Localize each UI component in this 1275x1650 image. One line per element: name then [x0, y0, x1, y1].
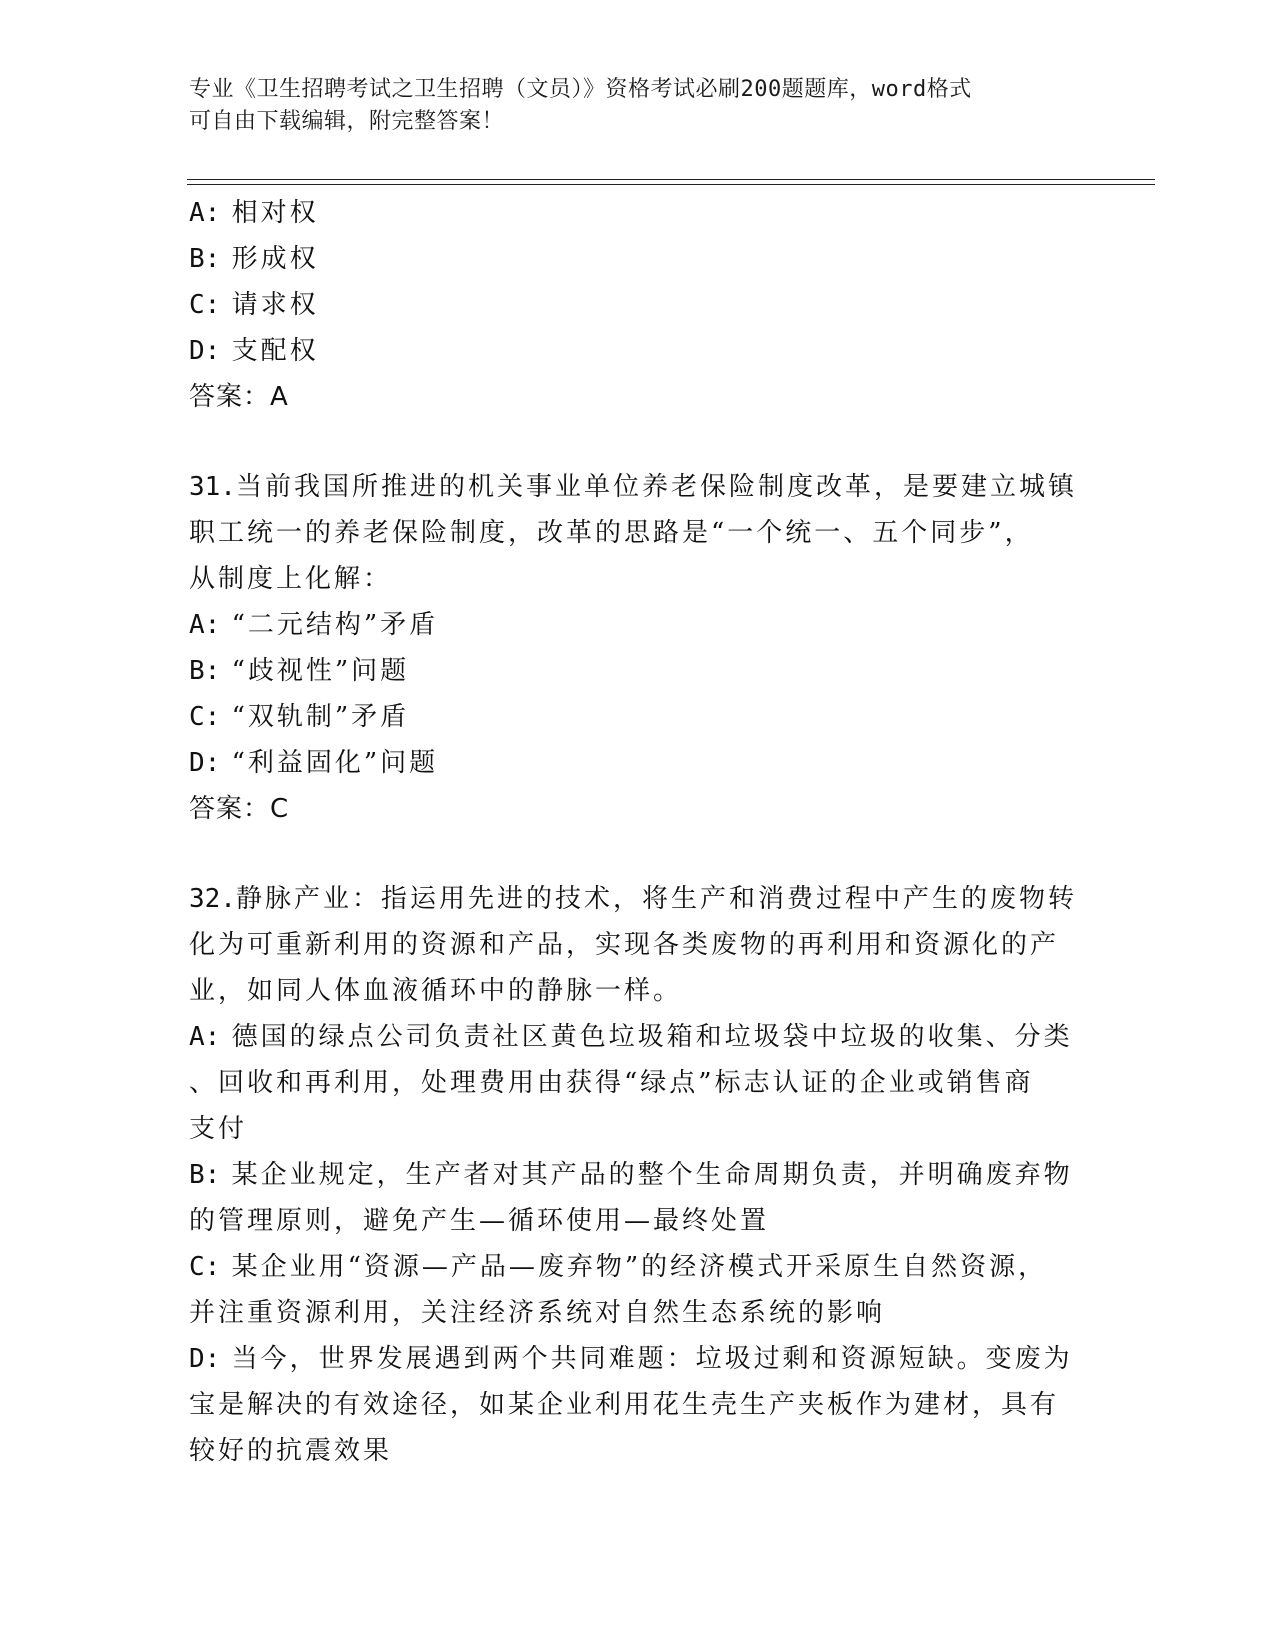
option-a: A: 相对权 — [189, 198, 319, 228]
question-31 — [189, 464, 1079, 832]
option-d: D: 支配权 — [189, 336, 319, 366]
option-d: D: 当今，世界发展遇到两个共同难题：垃圾过剩和资源短缺。变废为 — [189, 1344, 1073, 1374]
header-divider-top — [187, 179, 1155, 180]
option-a-continued: 、回收和再利用，处理费用由获得“绿点”标志认证的企业或销售商 — [189, 1068, 1034, 1098]
question-content — [189, 190, 1079, 1474]
header-line-2: 可自由下载编辑，附完整答案！ — [189, 109, 505, 134]
question-stem: 从制度上化解： — [189, 564, 393, 594]
question-32 — [189, 876, 1079, 1474]
option-d-continued: 较好的抗震效果 — [189, 1436, 393, 1466]
option-b: B: 形成权 — [189, 244, 319, 274]
option-a: A: “二元结构”矛盾 — [189, 610, 439, 640]
question-30 — [189, 190, 1079, 420]
option-d-continued: 宝是解决的有效途径，如某企业利用花生壳生产夹板作为建材，具有 — [189, 1390, 1060, 1420]
question-stem: 32.静脉产业：指运用先进的技术，将生产和消费过程中产生的废物转 — [189, 884, 1077, 914]
option-b: B: 某企业规定，生产者对其产品的整个生命周期负责，并明确废弃物 — [189, 1160, 1073, 1190]
answer-line: 答案：C — [189, 794, 290, 824]
document-header — [189, 74, 1069, 138]
question-stem: 职工统一的养老保险制度，改革的思路是“一个统一、五个同步”， — [189, 518, 1034, 548]
option-c: C: “双轨制”矛盾 — [189, 702, 410, 732]
header-divider-bottom — [187, 184, 1155, 185]
option-b-continued: 的管理原则，避免产生—循环使用—最终处置 — [189, 1206, 770, 1236]
option-d: D: “利益固化”问题 — [189, 748, 439, 778]
option-b: B: “歧视性”问题 — [189, 656, 410, 686]
question-stem: 31.当前我国所推进的机关事业单位养老保险制度改革，是要建立城镇 — [189, 472, 1077, 502]
question-stem: 化为可重新利用的资源和产品，实现各类废物的再利用和资源化的产 — [189, 930, 1060, 960]
question-stem: 业，如同人体血液循环中的静脉一样。 — [189, 976, 683, 1006]
option-c: C: 请求权 — [189, 290, 319, 320]
option-a: A: 德国的绿点公司负责社区黄色垃圾箱和垃圾袋中垃圾的收集、分类 — [189, 1022, 1073, 1052]
answer-line: 答案：A — [189, 382, 289, 412]
option-a-continued: 支付 — [189, 1114, 248, 1144]
header-line-1: 专业《卫生招聘考试之卫生招聘（文员）》资格考试必刷200题题库，word格式 — [189, 77, 972, 102]
option-c: C: 某企业用“资源—产品—废弃物”的经济模式开采原生自然资源， — [189, 1252, 1048, 1282]
option-c-continued: 并注重资源利用，关注经济系统对自然生态系统的影响 — [189, 1298, 886, 1328]
